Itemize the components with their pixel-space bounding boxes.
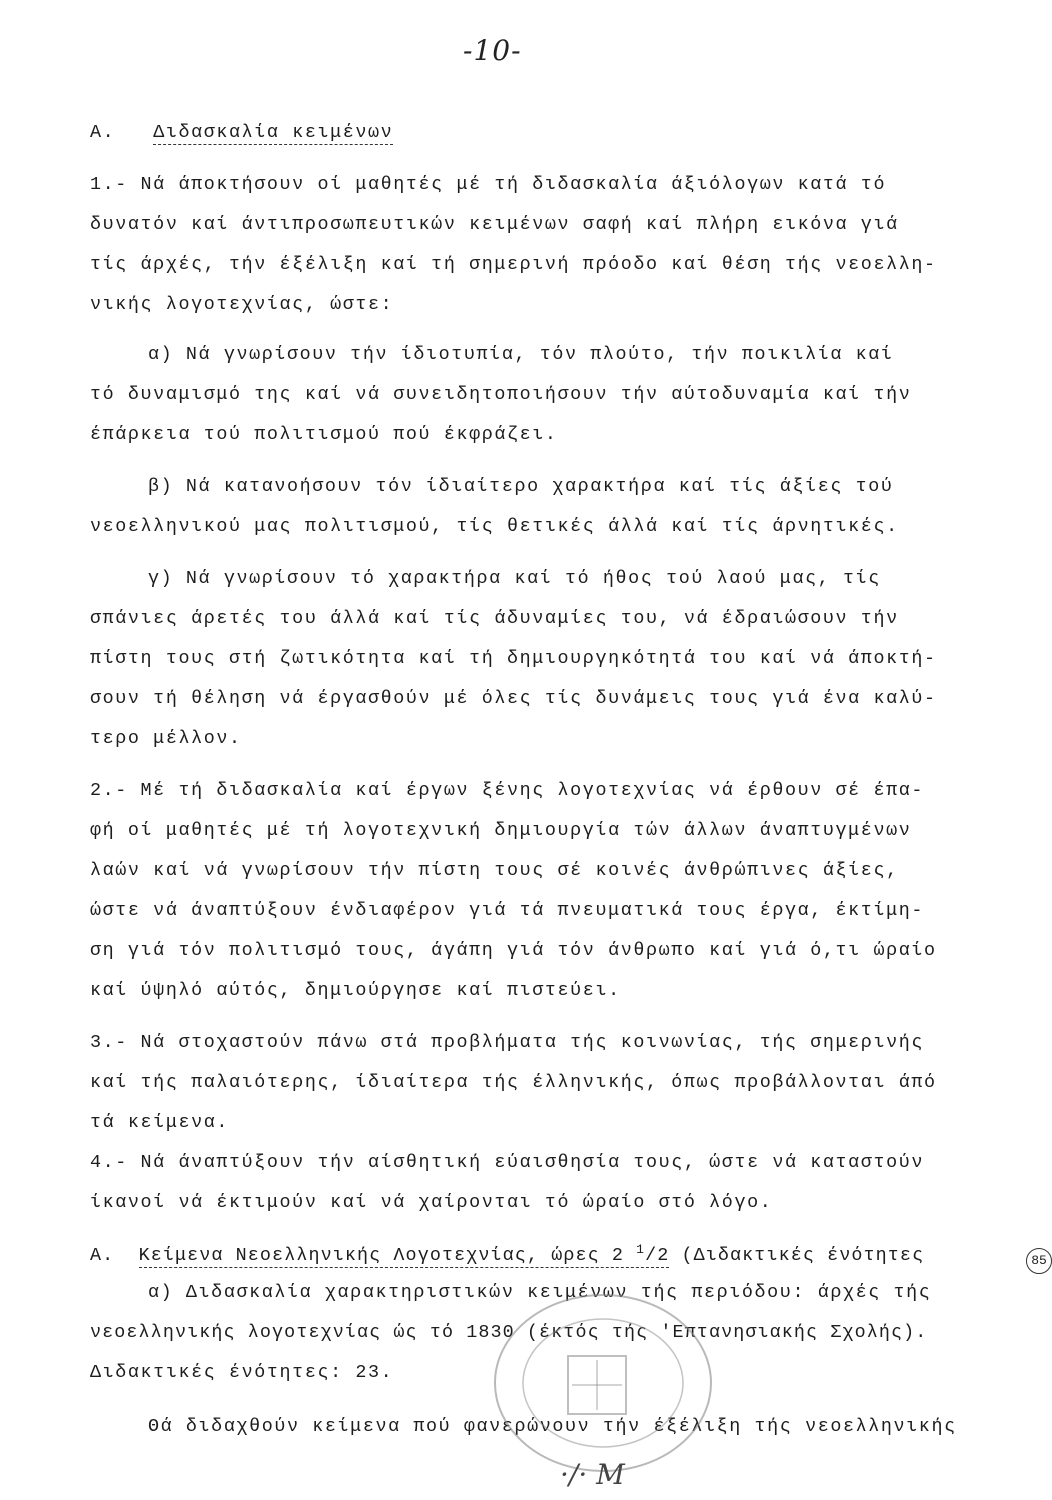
fraction-numerator: 1: [636, 1242, 646, 1257]
sub-c-line2: σπάνιες άρετές του άλλά καί τίς άδυναμίες του, νά έδραιώσουν τήν: [90, 608, 899, 629]
subsection-heading: [90, 1242, 924, 1266]
item3-line1: 3.- Νά στοχαστούν πάνω στά προβλήματα τής κοινωνίας, τής σημερινής: [90, 1032, 924, 1053]
item3-line2: καί τής παλαιότερης, ίδιαίτερα τής έλληνικής, όπως προβάλλονται άπό: [90, 1072, 937, 1093]
section-a-heading: [90, 122, 393, 143]
sub-c-line4: σουν τή θέληση νά έργασθούν μέ όλες τίς δυνάμεις τους γιά ένα καλύ-: [90, 688, 937, 709]
sub-c-line3: πίστη τους στή ζωτικότητα καί τή δημιουργηκότητά του καί νά άποκτή-: [90, 648, 937, 669]
sub-a-line1: α) Νά γνωρίσουν τήν ίδιοτυπία, τόν πλούτο, τήν ποικιλία καί: [148, 344, 894, 365]
sub-a2-line2: νεοελληνικής λογοτεχνίας ώς τό 1830 (έκτός τής 'Επτανησιακής Σχολής).: [90, 1322, 928, 1343]
sub-c-line1: γ) Νά γνωρίσουν τό χαρακτήρα καί τό ήθος τού λαού μας, τίς: [148, 568, 881, 589]
subsection-marker: Α.: [90, 1245, 115, 1267]
subsection-title-text: Κείμενα Νεοελληνικής Λογοτεχνίας, ώρες 2: [138, 1245, 625, 1267]
item2-line4: ώστε νά άναπτύξουν ένδιαφέρον γιά τά πνευματικά τους έργα, έκτίμη-: [90, 900, 924, 921]
item2-line6: καί ύψηλό αύτός, δημιούργησε καί πιστεύει.: [90, 980, 621, 1001]
section-marker: Α.: [90, 122, 116, 143]
closing-line1: Θά διδαχθούν κείμενα πού φανερώνουν τήν έξέλιξη τής νεοελληνικής: [148, 1416, 957, 1437]
item4-line2: ίκανοί νά έκτιμούν καί νά χαίρονται τό ώραίο στό λόγο.: [90, 1192, 773, 1213]
item2-line5: ση γιά τόν πολιτισμό τους, άγάπη γιά τόν άνθρωπο καί γιά ό,τι ώραίο: [90, 940, 937, 961]
sub-a2-line3: Διδακτικές ένότητες: 23.: [90, 1362, 394, 1383]
item2-line2: φή οί μαθητές μέ τή λογοτεχνική δημιουργία τών άλλων άναπτυγμένων: [90, 820, 912, 841]
page-number: -10-: [463, 34, 522, 67]
item2-line1: 2.- Μέ τή διδασκαλία καί έργων ξένης λογοτεχνίας νά έρθουν σέ έπα-: [90, 780, 924, 801]
item1-line3: τίς άρχές, τήν έξέλιξη καί τή σημερινή πρόοδο καί θέση τής νεοελλη-: [90, 254, 937, 275]
sub-a-line3: έπάρκεια τού πολιτισμού πού έκφράζει.: [90, 424, 558, 445]
sub-a-line2: τό δυναμισμό της καί νά συνειδητοποιήσουν τήν αύτοδυναμία καί τήν: [90, 384, 912, 405]
sub-b-line2: νεοελληνικού μας πολιτισμού, τίς θετικές άλλά καί τίς άρνητικές.: [90, 516, 899, 537]
subsection-paren: (Διδακτικές ένότητες: [681, 1245, 925, 1267]
section-title: Διδασκαλία κειμένων: [153, 122, 394, 143]
item1-line2: δυνατόν καί άντιπροσωπευτικών κειμένων σαφή καί πλήρη εικόνα γιά: [90, 214, 899, 235]
item1-line1: 1.- Νά άποκτήσουν οί μαθητές μέ τή διδασκαλία άξιόλογων κατά τό: [90, 174, 887, 195]
sub-a2-line1: α) Διδασκαλία χαρακτηριστικών κειμένων τής περιόδου: άρχές τής: [148, 1282, 932, 1303]
margin-handwritten-mark: 85: [1026, 1248, 1052, 1274]
item1-line4: νικής λογοτεχνίας, ώστε:: [90, 294, 394, 315]
sub-c-line5: τερο μέλλον.: [90, 728, 242, 749]
item3-line3: τά κείμενα.: [90, 1112, 229, 1133]
subsection-title: [138, 1242, 670, 1268]
item2-line3: λαών καί νά γνωρίσουν τήν πίστη τους σέ κοινές άνθρώπινες άξίες,: [90, 860, 899, 881]
sub-b-line1: β) Νά κατανοήσουν τόν ίδιαίτερο χαρακτήρα καί τίς άξίες τού: [148, 476, 894, 497]
handwritten-initials: ·/· Μ: [560, 1458, 625, 1491]
official-seal-stamp: [488, 1288, 718, 1478]
fraction-denominator: /2: [645, 1245, 670, 1267]
item4-line1: 4.- Νά άναπτύξουν τήν αίσθητική εύαισθησία τους, ώστε νά καταστούν: [90, 1152, 924, 1173]
